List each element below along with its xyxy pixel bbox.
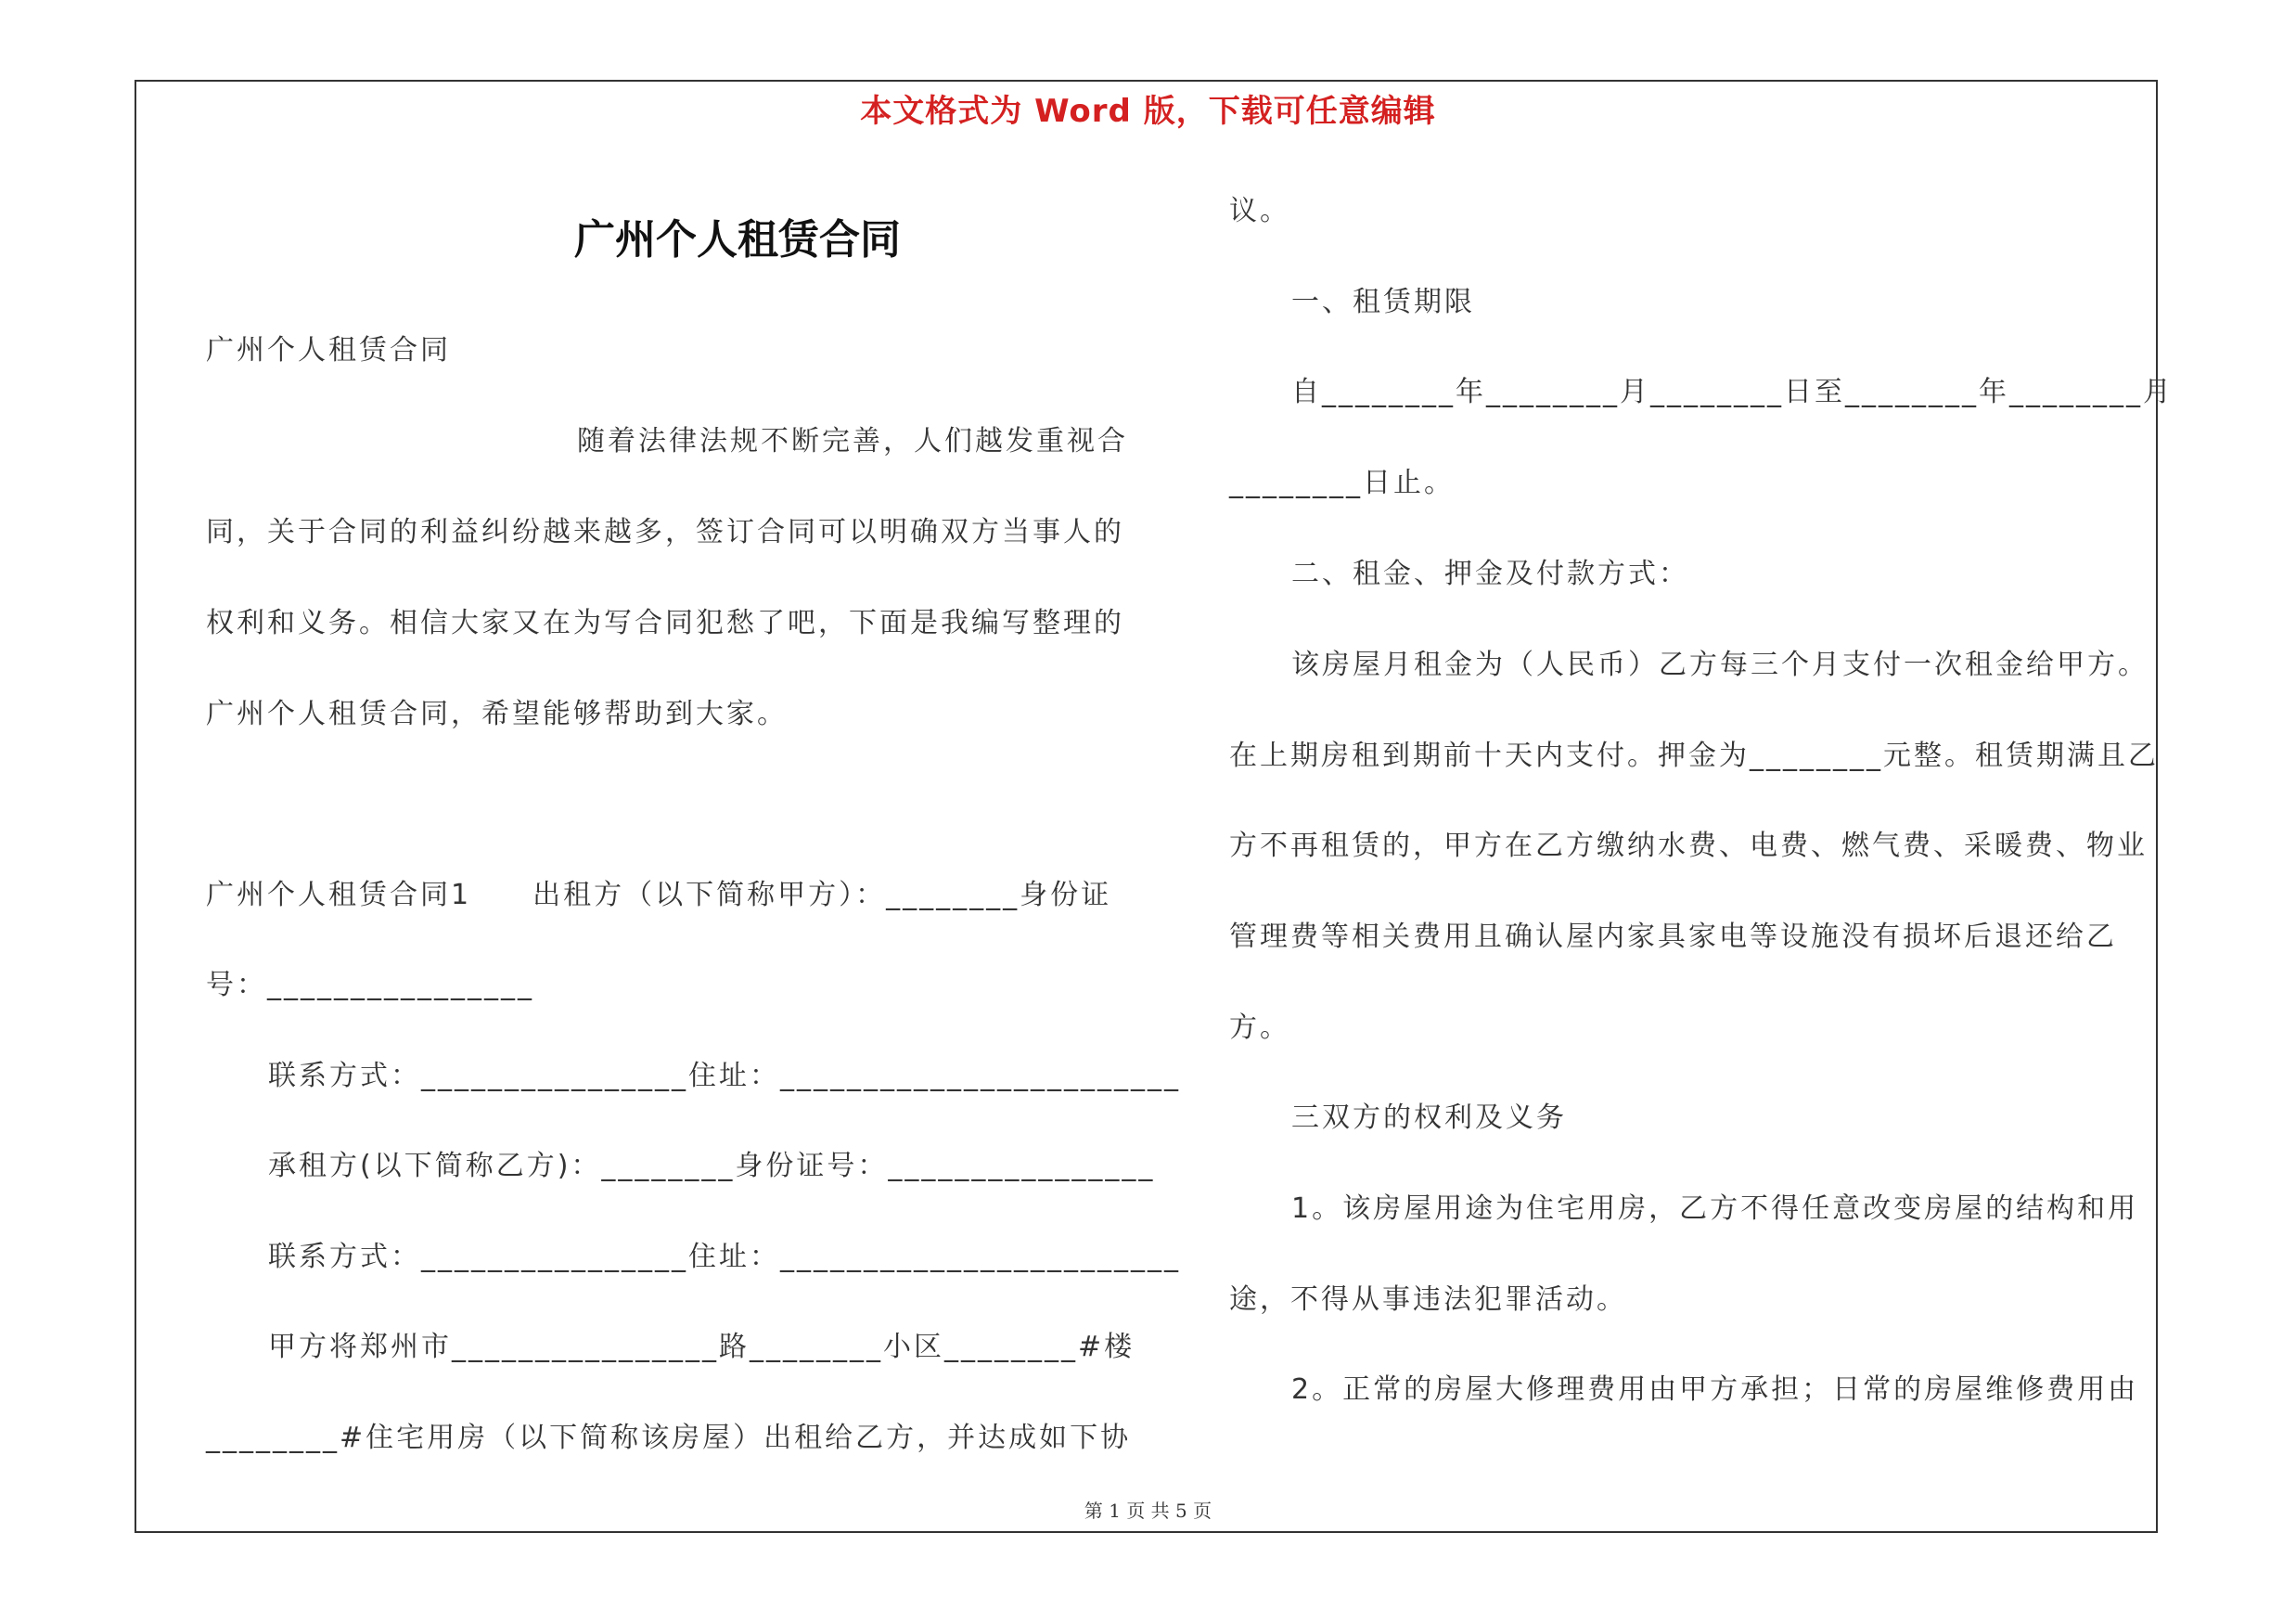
paragraph-line: ________#住宅用房（以下简称该房屋）出租给乙方，并达成如下协 [206,1422,1132,1454]
paragraph-line: 联系方式：________________住址：________________________ [268,1241,1181,1273]
paragraph-line: 承租方(以下简称乙方)：________身份证号：________________ [268,1150,1156,1182]
paragraph-line: 权利和义务。相信大家又在为写合同犯愁了吧，下面是我编写整理的 [206,607,1124,639]
format-banner: 本文格式为 Word 版，下载可任意编辑 [860,93,1436,130]
document-title: 广州个人租赁合同 [574,216,901,264]
paragraph-line: 广州个人租赁合同1 出租方（以下简称甲方）：________身份证 [206,879,1112,911]
paragraph-line: 2。正常的房屋大修理费用由甲方承担；日常的房屋维修费用由 [1291,1373,2139,1406]
paragraph-line: ________日止。 [1229,467,1455,499]
page-frame [135,80,2158,1533]
paragraph-line: 联系方式：________________住址：________________________ [268,1060,1181,1092]
paragraph-line: 方不再租赁的，甲方在乙方缴纳水费、电费、燃气费、采暖费、物业 [1229,830,2148,862]
paragraph-line: 甲方将郑州市________________路________小区________#楼 [268,1331,1135,1363]
paragraph-line: 随着法律法规不断完善，人们越发重视合 [577,425,1128,457]
paragraph-line: 同，关于合同的利益纠纷越来越多，签订合同可以明确双方当事人的 [206,516,1124,548]
paragraph-line: 一、租赁期限 [1291,286,1475,318]
paragraph-line: 途，不得从事违法犯罪活动。 [1229,1283,1627,1316]
paragraph-line: 二、租金、押金及付款方式： [1291,558,1689,590]
paragraph-line: 方。 [1229,1011,1290,1044]
paragraph-line: 广州个人租赁合同，希望能够帮助到大家。 [206,698,788,730]
paragraph-line: 议。 [1229,195,1290,227]
paragraph-line: 三双方的权利及义务 [1291,1101,1567,1134]
paragraph-line: 该房屋月租金为（人民币）乙方每三个月支付一次租金给甲方。 [1291,649,2148,681]
page-number: 第 1 页 共 5 页 [1084,1500,1212,1522]
paragraph-line: 自________年________月________日至________年________月 [1291,376,2174,408]
paragraph-line: 1。该房屋用途为住宅用房，乙方不得任意改变房屋的结构和用 [1291,1192,2139,1225]
paragraph-line: 广州个人租赁合同 [206,334,451,367]
paragraph-line: 管理费等相关费用且确认屋内家具家电等设施没有损坏后退还给乙 [1229,921,2117,953]
paragraph-line: 号：________________ [206,969,534,1001]
paragraph-line: 在上期房租到期前十天内支付。押金为________元整。租赁期满且乙 [1229,740,2159,772]
